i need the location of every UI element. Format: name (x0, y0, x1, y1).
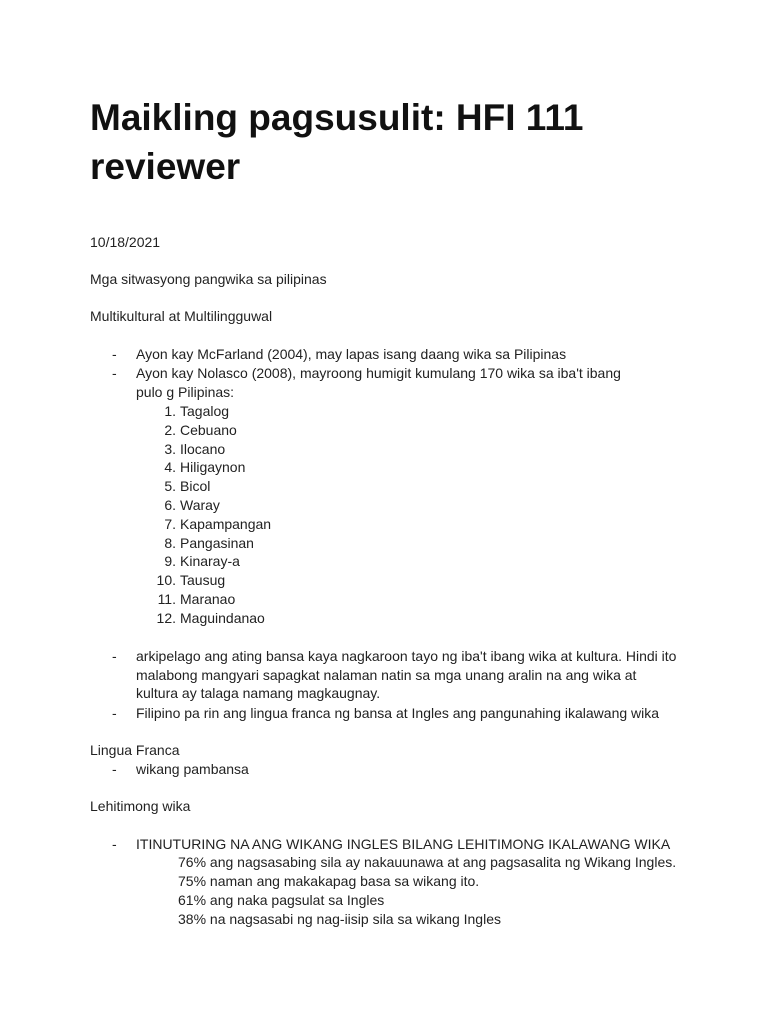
section-heading-multikultural: Multikultural at Multilingguwal (90, 308, 273, 324)
bullet-dash: - (112, 761, 117, 777)
list-number: 12. (156, 609, 176, 626)
list-item (150, 515, 271, 534)
language-list (150, 402, 271, 628)
document-date: 10/18/2021 (90, 234, 161, 250)
list-number: 7. (164, 515, 176, 532)
section-heading-lehitimong-wika: Lehitimong wika (90, 798, 191, 814)
stat-line: 38% na nagsasabi ng nag-iisip sila sa wikang Ingles (178, 911, 501, 927)
bullet-item-lingua-franca: Filipino pa rin ang lingua franca ng bansa at Ingles ang pangunahing ikalawang wika (136, 705, 660, 721)
list-number: 11. (157, 590, 176, 607)
bullet-item-ingles-lehitimo: ITINUTURING NA ANG WIKANG INGLES BILANG LEHITIMONG IKALAWANG WIKA (136, 836, 671, 852)
list-item (150, 440, 271, 459)
list-item (150, 496, 271, 515)
stat-line: 75% naman ang makakapag basa sa wikang ito. (178, 873, 480, 889)
list-item (150, 458, 271, 477)
bullet-dash: - (112, 836, 117, 852)
list-label: Tagalog (180, 403, 230, 419)
list-number: 6. (164, 496, 176, 513)
list-number: 8. (164, 534, 176, 551)
list-number: 5. (164, 478, 176, 495)
bullet-dash: - (112, 705, 117, 721)
bullet-dash: - (112, 365, 117, 381)
list-label: Hiligaynon (180, 459, 246, 476)
list-label: Maguindanao (180, 609, 265, 626)
list-number: 4. (164, 459, 176, 476)
section-heading-sitwasyong-pangwika: Mga sitwasyong pangwika sa pilipinas (90, 271, 327, 287)
list-item (150, 421, 271, 440)
document-title: Maikling pagsusulit: HFI 111 reviewer (90, 97, 584, 187)
bullet-dash: - (112, 648, 117, 664)
list-label: Waray (180, 496, 220, 513)
bullet-dash: - (112, 346, 117, 362)
list-number: 10. (156, 572, 176, 589)
list-item (150, 590, 271, 609)
bullet-item-wikang-pambansa: wikang pambansa (136, 761, 249, 777)
list-label: Pangasinan (180, 534, 254, 551)
list-label: Tausug (180, 572, 226, 589)
list-label: Bicol (180, 478, 211, 495)
list-item (150, 571, 271, 590)
stat-line: 61% ang naka pagsulat sa Ingles (178, 892, 385, 908)
list-item (150, 552, 271, 571)
list-label: Maranao (180, 590, 236, 607)
list-number: 3. (164, 440, 176, 457)
list-item (150, 477, 271, 496)
list-item (150, 534, 271, 553)
list-item (150, 609, 271, 628)
section-heading-lingua-franca: Lingua Franca (90, 742, 180, 758)
stat-line: 76% ang nagsasabing sila ay nakauunawa at ang pagsasalita ng Wikang Ingles. (178, 854, 677, 870)
list-number: 2. (164, 421, 176, 438)
list-label: Ilocano (180, 440, 226, 457)
bullet-item-arkipelago: arkipelago ang ating bansa kaya nagkaroon tayo ng iba't ibang wika at kultura. Hindi ito malabong mangyari sapagkat nalaman natin sa mga unang aralin na ang wika at kultura ay talaga namang magkaugnay. (136, 648, 677, 701)
bullet-item-mcfarland: Ayon kay McFarland (2004), may lapas isang daang wika sa Pilipinas (136, 346, 567, 362)
list-item (150, 402, 271, 421)
list-number: 9. (164, 553, 176, 570)
bullet-item-nolasco: Ayon kay Nolasco (2008), mayroong humigit kumulang 170 wika sa iba't ibang pulo g Pilipinas: (136, 365, 621, 400)
list-label: Cebuano (180, 421, 237, 438)
list-label: Kapampangan (180, 515, 272, 532)
list-number: 1. (164, 403, 176, 419)
list-label: Kinaray-a (180, 553, 240, 570)
